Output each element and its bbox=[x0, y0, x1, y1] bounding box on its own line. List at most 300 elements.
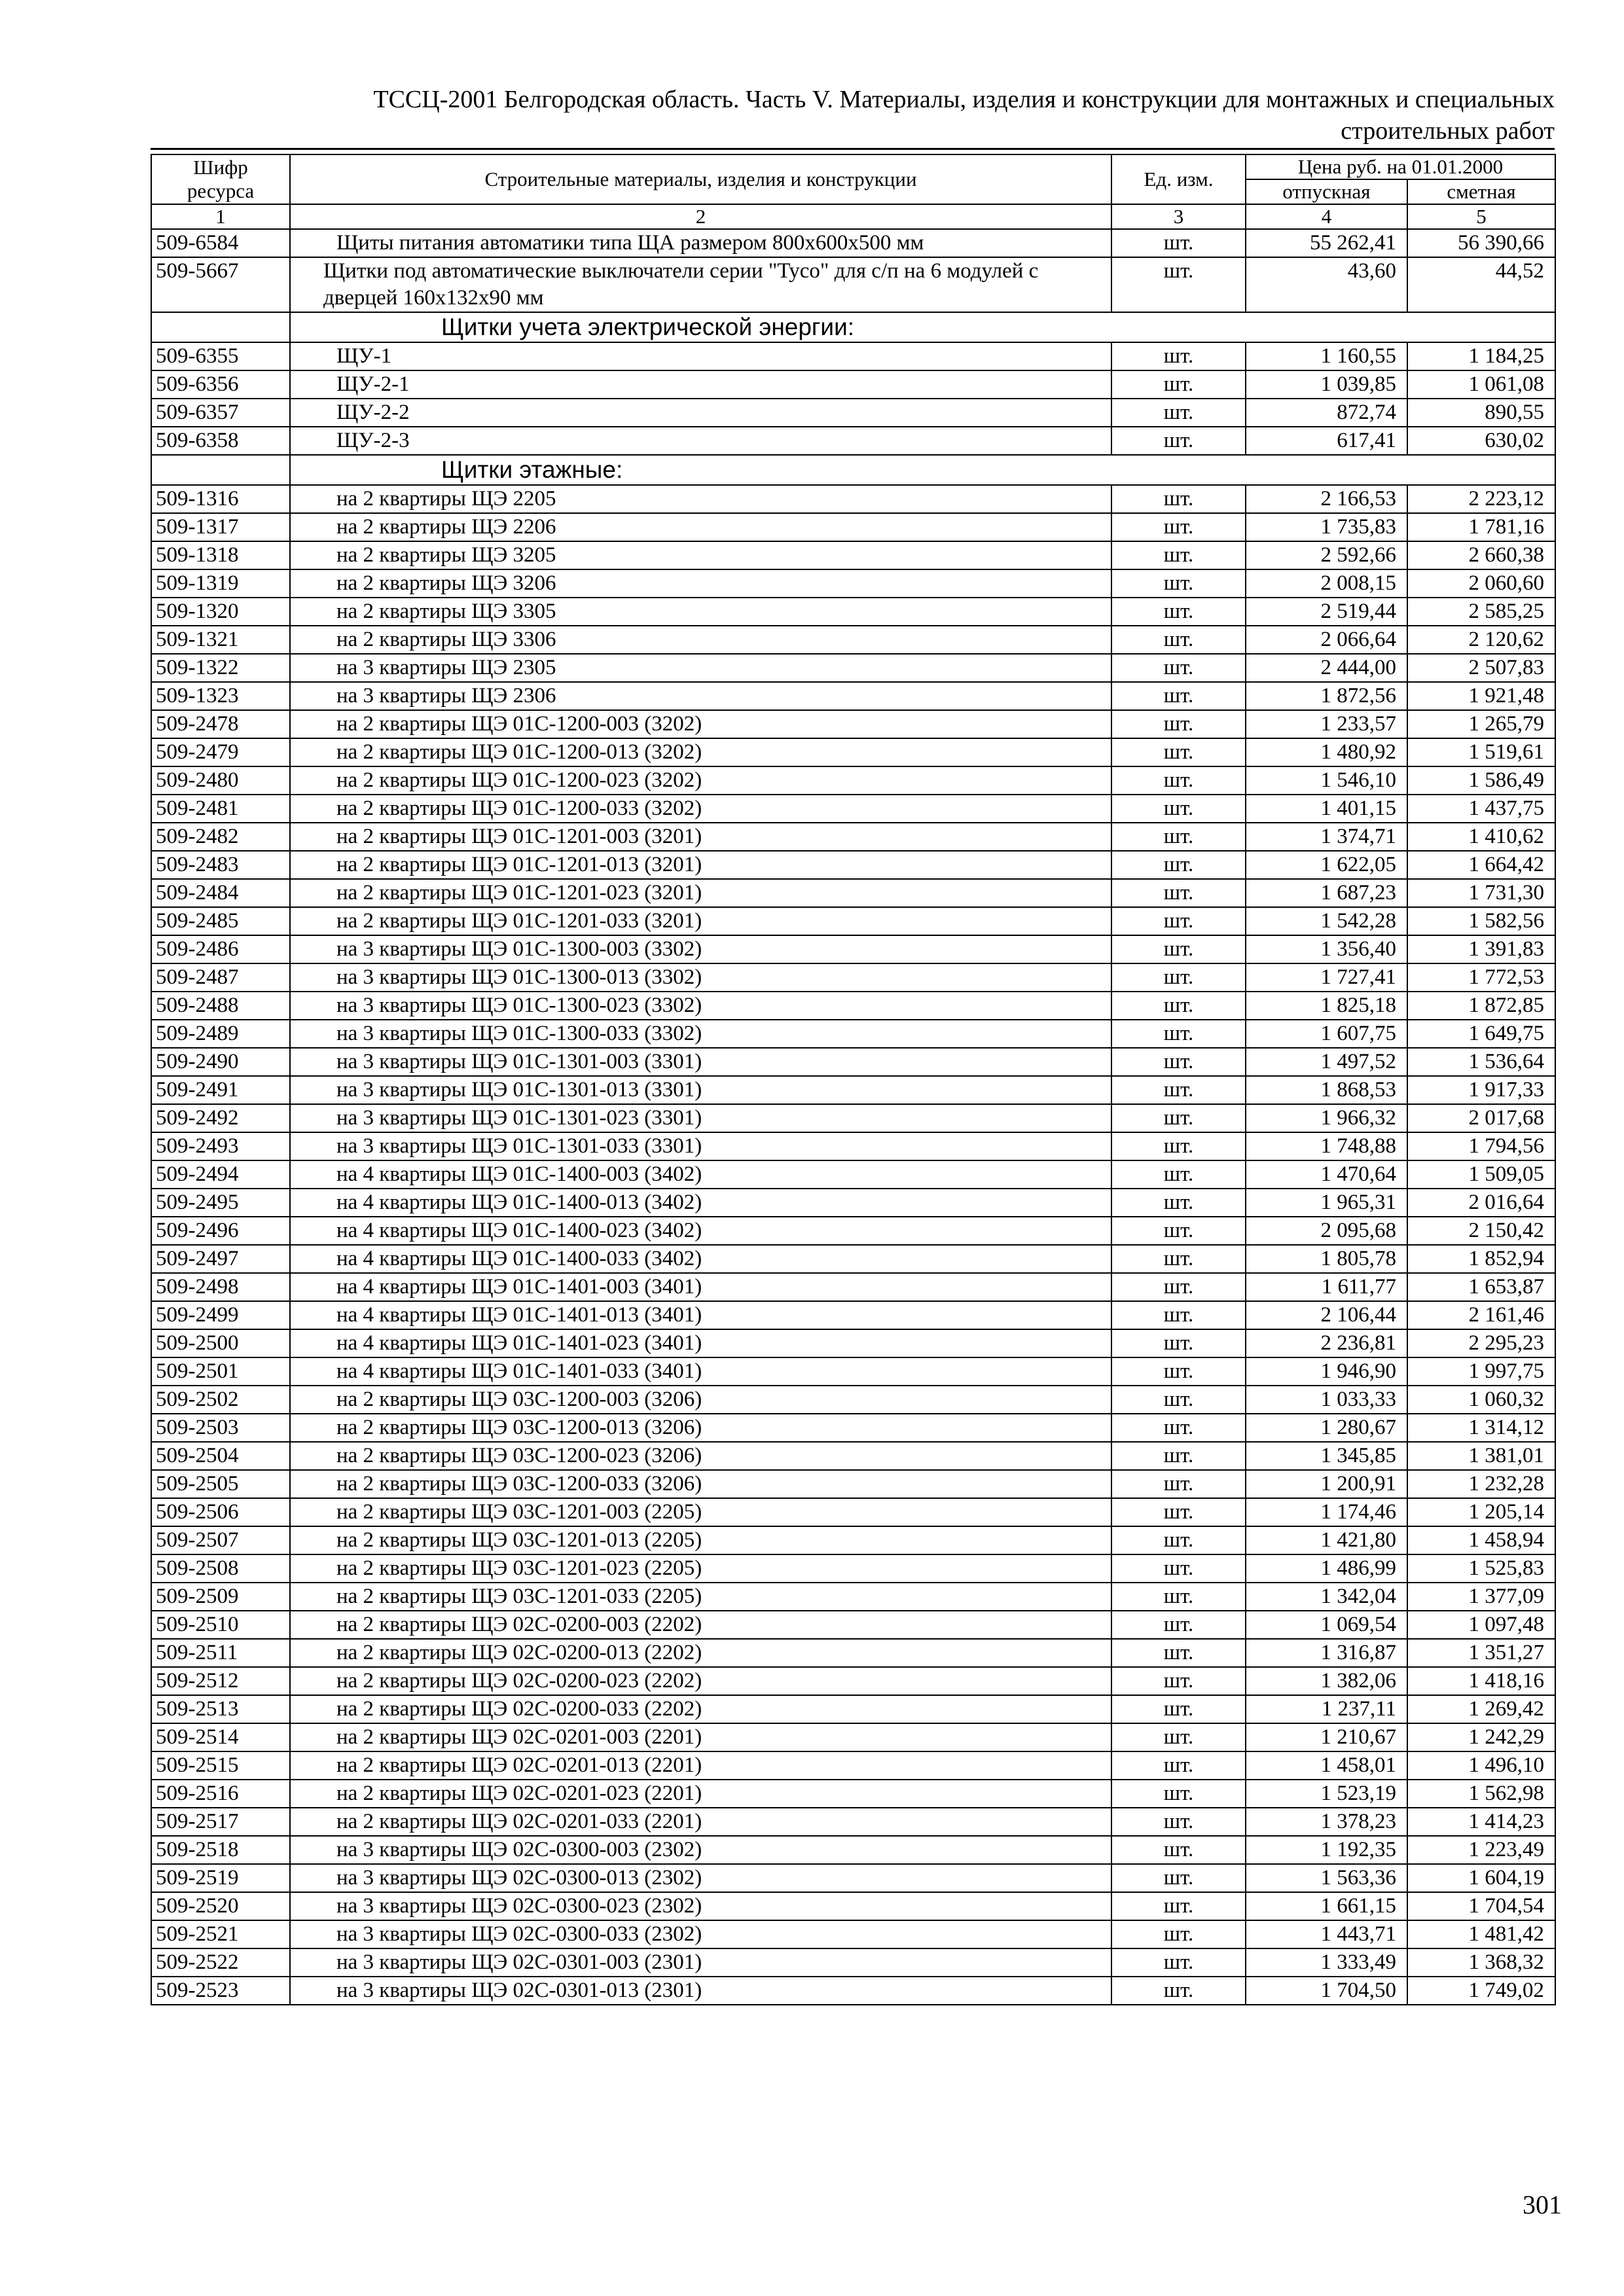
table-row bbox=[151, 992, 1555, 1020]
resource-code: 509-2479 bbox=[151, 738, 290, 766]
material-name: на 2 квартиры ЩЭ 03С-1200-033 (3206) bbox=[290, 1470, 1111, 1498]
resource-code: 509-2492 bbox=[151, 1104, 290, 1132]
estimate-price: 1 205,14 bbox=[1407, 1498, 1555, 1526]
col-header-code: Шифр ресурса bbox=[151, 154, 290, 204]
unit: шт. bbox=[1111, 1076, 1246, 1104]
estimate-price: 1 351,27 bbox=[1407, 1639, 1555, 1667]
table-row bbox=[151, 513, 1555, 541]
release-price: 1 805,78 bbox=[1246, 1245, 1407, 1273]
release-price: 1 237,11 bbox=[1246, 1695, 1407, 1723]
estimate-price: 1 562,98 bbox=[1407, 1780, 1555, 1808]
material-name: на 3 квартиры ЩЭ 02С-0301-003 (2301) bbox=[290, 1948, 1111, 1977]
resource-code: 509-1321 bbox=[151, 626, 290, 654]
unit: шт. bbox=[1111, 1554, 1246, 1583]
release-price: 2 008,15 bbox=[1246, 569, 1407, 598]
table-row bbox=[151, 1329, 1555, 1357]
table-row bbox=[151, 1245, 1555, 1273]
material-name: ЩУ-2-2 bbox=[290, 399, 1111, 427]
estimate-price: 1 410,62 bbox=[1407, 823, 1555, 851]
unit: шт. bbox=[1111, 1048, 1246, 1076]
unit: шт. bbox=[1111, 1132, 1246, 1160]
material-name: на 2 квартиры ЩЭ 01С-1200-023 (3202) bbox=[290, 766, 1111, 795]
table-row bbox=[151, 1780, 1555, 1808]
material-name: на 2 квартиры ЩЭ 3205 bbox=[290, 541, 1111, 569]
table-row bbox=[151, 1048, 1555, 1076]
unit: шт. bbox=[1111, 1245, 1246, 1273]
material-name: ЩУ-2-1 bbox=[290, 370, 1111, 399]
release-price: 1 192,35 bbox=[1246, 1836, 1407, 1864]
resource-code: 509-2491 bbox=[151, 1076, 290, 1104]
resource-code: 509-2504 bbox=[151, 1442, 290, 1470]
unit: шт. bbox=[1111, 1611, 1246, 1639]
col-header-price: Цена руб. на 01.01.2000 bbox=[1246, 154, 1555, 179]
material-name: на 2 квартиры ЩЭ 01С-1200-013 (3202) bbox=[290, 738, 1111, 766]
unit: шт. bbox=[1111, 1189, 1246, 1217]
unit: шт. bbox=[1111, 1695, 1246, 1723]
table-row bbox=[151, 1189, 1555, 1217]
resource-code: 509-2485 bbox=[151, 907, 290, 935]
col-header-estimate-price: сметная bbox=[1407, 179, 1555, 204]
release-price: 1 345,85 bbox=[1246, 1442, 1407, 1470]
unit: шт. bbox=[1111, 1386, 1246, 1414]
estimate-price: 1 649,75 bbox=[1407, 1020, 1555, 1048]
release-price: 1 280,67 bbox=[1246, 1414, 1407, 1442]
material-name: на 2 квартиры ЩЭ 02С-0200-033 (2202) bbox=[290, 1695, 1111, 1723]
unit: шт. bbox=[1111, 1667, 1246, 1695]
unit: шт. bbox=[1111, 1948, 1246, 1977]
resource-code: 509-2521 bbox=[151, 1920, 290, 1948]
release-price: 1 704,50 bbox=[1246, 1977, 1407, 2005]
resource-code: 509-2490 bbox=[151, 1048, 290, 1076]
estimate-price: 2 120,62 bbox=[1407, 626, 1555, 654]
table-row bbox=[151, 1386, 1555, 1414]
col-header-name: Строительные материалы, изделия и конструкции bbox=[290, 154, 1111, 204]
table-body bbox=[151, 229, 1555, 2005]
resource-code: 509-2495 bbox=[151, 1189, 290, 1217]
material-name: на 3 квартиры ЩЭ 01С-1300-023 (3302) bbox=[290, 992, 1111, 1020]
material-name: на 2 квартиры ЩЭ 3305 bbox=[290, 598, 1111, 626]
material-name: на 3 квартиры ЩЭ 01С-1300-013 (3302) bbox=[290, 963, 1111, 992]
estimate-price: 1 653,87 bbox=[1407, 1273, 1555, 1301]
table-row bbox=[151, 1273, 1555, 1301]
table-row bbox=[151, 1414, 1555, 1442]
resource-code: 509-2501 bbox=[151, 1357, 290, 1386]
price-table bbox=[151, 154, 1556, 2005]
estimate-price: 1 519,61 bbox=[1407, 738, 1555, 766]
resource-code: 509-2511 bbox=[151, 1639, 290, 1667]
release-price: 1 174,46 bbox=[1246, 1498, 1407, 1526]
table-row bbox=[151, 963, 1555, 992]
material-name: Щитки под автоматические выключатели серии "Tyco" для с/п на 6 модулей с дверцей 160х132х90 мм bbox=[290, 257, 1111, 312]
resource-code: 509-2483 bbox=[151, 851, 290, 879]
table-row bbox=[151, 485, 1555, 513]
resource-code: 509-2494 bbox=[151, 1160, 290, 1189]
material-name: на 3 квартиры ЩЭ 01С-1300-033 (3302) bbox=[290, 1020, 1111, 1048]
resource-code: 509-2509 bbox=[151, 1583, 290, 1611]
material-name: на 2 квартиры ЩЭ 03С-1201-003 (2205) bbox=[290, 1498, 1111, 1526]
estimate-price: 1 381,01 bbox=[1407, 1442, 1555, 1470]
table-row bbox=[151, 935, 1555, 963]
table-row bbox=[151, 1751, 1555, 1780]
release-price: 2 592,66 bbox=[1246, 541, 1407, 569]
table-row bbox=[151, 1526, 1555, 1554]
section-title: Щитки учета электрической энергии: bbox=[290, 312, 1555, 342]
release-price: 1 735,83 bbox=[1246, 513, 1407, 541]
resource-code: 509-2487 bbox=[151, 963, 290, 992]
unit: шт. bbox=[1111, 1526, 1246, 1554]
estimate-price: 1 496,10 bbox=[1407, 1751, 1555, 1780]
release-price: 1 443,71 bbox=[1246, 1920, 1407, 1948]
release-price: 2 106,44 bbox=[1246, 1301, 1407, 1329]
table-row bbox=[151, 795, 1555, 823]
table-row bbox=[151, 879, 1555, 907]
unit: шт. bbox=[1111, 257, 1246, 312]
material-name: на 2 квартиры ЩЭ 02С-0201-013 (2201) bbox=[290, 1751, 1111, 1780]
estimate-price: 1 509,05 bbox=[1407, 1160, 1555, 1189]
unit: шт. bbox=[1111, 1104, 1246, 1132]
release-price: 1 069,54 bbox=[1246, 1611, 1407, 1639]
col-number-5: 5 bbox=[1407, 204, 1555, 229]
release-price: 1 542,28 bbox=[1246, 907, 1407, 935]
resource-code: 509-6584 bbox=[151, 229, 290, 257]
estimate-price: 1 917,33 bbox=[1407, 1076, 1555, 1104]
resource-code: 509-2481 bbox=[151, 795, 290, 823]
material-name: на 4 квартиры ЩЭ 01С-1400-013 (3402) bbox=[290, 1189, 1111, 1217]
table-row bbox=[151, 1808, 1555, 1836]
table-row bbox=[151, 1948, 1555, 1977]
estimate-price: 1 781,16 bbox=[1407, 513, 1555, 541]
unit: шт. bbox=[1111, 963, 1246, 992]
estimate-price: 1 265,79 bbox=[1407, 710, 1555, 738]
unit: шт. bbox=[1111, 626, 1246, 654]
material-name: на 4 квартиры ЩЭ 01С-1401-023 (3401) bbox=[290, 1329, 1111, 1357]
resource-code: 509-2499 bbox=[151, 1301, 290, 1329]
unit: шт. bbox=[1111, 1160, 1246, 1189]
unit: шт. bbox=[1111, 485, 1246, 513]
estimate-price: 1 852,94 bbox=[1407, 1245, 1555, 1273]
resource-code: 509-2505 bbox=[151, 1470, 290, 1498]
resource-code: 509-1319 bbox=[151, 569, 290, 598]
material-name: на 2 квартиры ЩЭ 01С-1200-003 (3202) bbox=[290, 710, 1111, 738]
release-price: 1 039,85 bbox=[1246, 370, 1407, 399]
table-row bbox=[151, 1554, 1555, 1583]
material-name: на 3 квартиры ЩЭ 02С-0300-033 (2302) bbox=[290, 1920, 1111, 1948]
material-name: на 2 квартиры ЩЭ 03С-1201-033 (2205) bbox=[290, 1583, 1111, 1611]
material-name: на 2 квартиры ЩЭ 2205 bbox=[290, 485, 1111, 513]
estimate-price: 1 481,42 bbox=[1407, 1920, 1555, 1948]
table-row bbox=[151, 1217, 1555, 1245]
material-name: на 2 квартиры ЩЭ 02С-0200-023 (2202) bbox=[290, 1667, 1111, 1695]
estimate-price: 1 749,02 bbox=[1407, 1977, 1555, 2005]
unit: шт. bbox=[1111, 229, 1246, 257]
material-name: ЩУ-2-3 bbox=[290, 427, 1111, 455]
section-spacer bbox=[151, 455, 290, 485]
estimate-price: 2 017,68 bbox=[1407, 1104, 1555, 1132]
resource-code: 509-2513 bbox=[151, 1695, 290, 1723]
resource-code: 509-6355 bbox=[151, 342, 290, 370]
estimate-price: 56 390,66 bbox=[1407, 229, 1555, 257]
table-row bbox=[151, 823, 1555, 851]
estimate-price: 1 418,16 bbox=[1407, 1667, 1555, 1695]
section-row bbox=[151, 455, 1555, 485]
unit: шт. bbox=[1111, 1217, 1246, 1245]
resource-code: 509-1323 bbox=[151, 682, 290, 710]
table-row bbox=[151, 427, 1555, 455]
unit: шт. bbox=[1111, 766, 1246, 795]
release-price: 1 401,15 bbox=[1246, 795, 1407, 823]
table-row bbox=[151, 370, 1555, 399]
unit: шт. bbox=[1111, 795, 1246, 823]
resource-code: 509-2480 bbox=[151, 766, 290, 795]
material-name: на 3 квартиры ЩЭ 02С-0300-013 (2302) bbox=[290, 1864, 1111, 1892]
material-name: на 2 квартиры ЩЭ 01С-1201-003 (3201) bbox=[290, 823, 1111, 851]
material-name: на 4 квартиры ЩЭ 01С-1401-003 (3401) bbox=[290, 1273, 1111, 1301]
table-row bbox=[151, 738, 1555, 766]
header-title-line1: ТССЦ-2001 Белгородская область. Часть V. Материалы, изделия и конструкции для монтажных и специальных bbox=[373, 86, 1555, 113]
release-price: 872,74 bbox=[1246, 399, 1407, 427]
table-row bbox=[151, 907, 1555, 935]
release-price: 1 825,18 bbox=[1246, 992, 1407, 1020]
unit: шт. bbox=[1111, 823, 1246, 851]
estimate-price: 1 242,29 bbox=[1407, 1723, 1555, 1751]
release-price: 1 523,19 bbox=[1246, 1780, 1407, 1808]
material-name: на 4 квартиры ЩЭ 01С-1400-003 (3402) bbox=[290, 1160, 1111, 1189]
unit: шт. bbox=[1111, 710, 1246, 738]
unit: шт. bbox=[1111, 1470, 1246, 1498]
resource-code: 509-2507 bbox=[151, 1526, 290, 1554]
section-row bbox=[151, 312, 1555, 342]
material-name: на 2 квартиры ЩЭ 01С-1201-023 (3201) bbox=[290, 879, 1111, 907]
unit: шт. bbox=[1111, 541, 1246, 569]
estimate-price: 1 391,83 bbox=[1407, 935, 1555, 963]
unit: шт. bbox=[1111, 654, 1246, 682]
release-price: 1 160,55 bbox=[1246, 342, 1407, 370]
material-name: на 2 квартиры ЩЭ 3306 bbox=[290, 626, 1111, 654]
material-name: на 3 квартиры ЩЭ 01С-1300-003 (3302) bbox=[290, 935, 1111, 963]
estimate-price: 44,52 bbox=[1407, 257, 1555, 312]
release-price: 1 965,31 bbox=[1246, 1189, 1407, 1217]
resource-code: 509-2516 bbox=[151, 1780, 290, 1808]
material-name: на 2 квартиры ЩЭ 03С-1201-013 (2205) bbox=[290, 1526, 1111, 1554]
estimate-price: 630,02 bbox=[1407, 427, 1555, 455]
material-name: на 3 квартиры ЩЭ 01С-1301-023 (3301) bbox=[290, 1104, 1111, 1132]
table-row bbox=[151, 1695, 1555, 1723]
table-row bbox=[151, 399, 1555, 427]
material-name: на 2 квартиры ЩЭ 03С-1200-013 (3206) bbox=[290, 1414, 1111, 1442]
unit: шт. bbox=[1111, 1723, 1246, 1751]
unit: шт. bbox=[1111, 1583, 1246, 1611]
table-row bbox=[151, 1442, 1555, 1470]
release-price: 2 444,00 bbox=[1246, 654, 1407, 682]
release-price: 1 727,41 bbox=[1246, 963, 1407, 992]
table-row bbox=[151, 654, 1555, 682]
estimate-price: 1 604,19 bbox=[1407, 1864, 1555, 1892]
release-price: 1 421,80 bbox=[1246, 1526, 1407, 1554]
estimate-price: 2 585,25 bbox=[1407, 598, 1555, 626]
resource-code: 509-2482 bbox=[151, 823, 290, 851]
material-name: на 3 квартиры ЩЭ 01С-1301-033 (3301) bbox=[290, 1132, 1111, 1160]
release-price: 1 233,57 bbox=[1246, 710, 1407, 738]
estimate-price: 2 507,83 bbox=[1407, 654, 1555, 682]
unit: шт. bbox=[1111, 1864, 1246, 1892]
material-name: на 2 квартиры ЩЭ 02С-0201-003 (2201) bbox=[290, 1723, 1111, 1751]
release-price: 1 382,06 bbox=[1246, 1667, 1407, 1695]
table-row bbox=[151, 766, 1555, 795]
estimate-price: 1 586,49 bbox=[1407, 766, 1555, 795]
table-row bbox=[151, 257, 1555, 312]
table-row bbox=[151, 682, 1555, 710]
estimate-price: 1 097,48 bbox=[1407, 1611, 1555, 1639]
unit: шт. bbox=[1111, 879, 1246, 907]
release-price: 617,41 bbox=[1246, 427, 1407, 455]
section-title: Щитки этажные: bbox=[290, 455, 1555, 485]
resource-code: 509-2496 bbox=[151, 1217, 290, 1245]
table-row bbox=[151, 1667, 1555, 1695]
release-price: 1 210,67 bbox=[1246, 1723, 1407, 1751]
material-name: на 2 квартиры ЩЭ 02С-0200-013 (2202) bbox=[290, 1639, 1111, 1667]
resource-code: 509-2484 bbox=[151, 879, 290, 907]
resource-code: 509-2517 bbox=[151, 1808, 290, 1836]
unit: шт. bbox=[1111, 682, 1246, 710]
material-name: на 2 квартиры ЩЭ 02С-0201-023 (2201) bbox=[290, 1780, 1111, 1808]
release-price: 43,60 bbox=[1246, 257, 1407, 312]
page-header bbox=[151, 84, 1555, 150]
resource-code: 509-2506 bbox=[151, 1498, 290, 1526]
material-name: на 2 квартиры ЩЭ 01С-1200-033 (3202) bbox=[290, 795, 1111, 823]
unit: шт. bbox=[1111, 738, 1246, 766]
resource-code: 509-2523 bbox=[151, 1977, 290, 2005]
material-name: на 2 квартиры ЩЭ 03С-1200-003 (3206) bbox=[290, 1386, 1111, 1414]
unit: шт. bbox=[1111, 907, 1246, 935]
resource-code: 509-1318 bbox=[151, 541, 290, 569]
resource-code: 509-6357 bbox=[151, 399, 290, 427]
resource-code: 509-2486 bbox=[151, 935, 290, 963]
release-price: 1 872,56 bbox=[1246, 682, 1407, 710]
unit: шт. bbox=[1111, 1751, 1246, 1780]
table-row bbox=[151, 1639, 1555, 1667]
material-name: на 3 квартиры ЩЭ 02С-0301-013 (2301) bbox=[290, 1977, 1111, 2005]
unit: шт. bbox=[1111, 1329, 1246, 1357]
release-price: 2 236,81 bbox=[1246, 1329, 1407, 1357]
estimate-price: 1 731,30 bbox=[1407, 879, 1555, 907]
unit: шт. bbox=[1111, 399, 1246, 427]
unit: шт. bbox=[1111, 1301, 1246, 1329]
estimate-price: 2 660,38 bbox=[1407, 541, 1555, 569]
unit: шт. bbox=[1111, 1920, 1246, 1948]
resource-code: 509-2514 bbox=[151, 1723, 290, 1751]
release-price: 1 458,01 bbox=[1246, 1751, 1407, 1780]
release-price: 2 095,68 bbox=[1246, 1217, 1407, 1245]
release-price: 1 480,92 bbox=[1246, 738, 1407, 766]
material-name: на 4 квартиры ЩЭ 01С-1400-033 (3402) bbox=[290, 1245, 1111, 1273]
unit: шт. bbox=[1111, 1808, 1246, 1836]
unit: шт. bbox=[1111, 598, 1246, 626]
release-price: 2 066,64 bbox=[1246, 626, 1407, 654]
estimate-price: 1 184,25 bbox=[1407, 342, 1555, 370]
release-price: 1 622,05 bbox=[1246, 851, 1407, 879]
material-name: на 3 квартиры ЩЭ 2305 bbox=[290, 654, 1111, 682]
material-name: на 2 квартиры ЩЭ 02С-0200-003 (2202) bbox=[290, 1611, 1111, 1639]
estimate-price: 2 060,60 bbox=[1407, 569, 1555, 598]
table-row bbox=[151, 1920, 1555, 1948]
release-price: 1 546,10 bbox=[1246, 766, 1407, 795]
release-price: 1 687,23 bbox=[1246, 879, 1407, 907]
material-name: на 2 квартиры ЩЭ 3206 bbox=[290, 569, 1111, 598]
resource-code: 509-2519 bbox=[151, 1864, 290, 1892]
col-header-release-price: отпускная bbox=[1246, 179, 1407, 204]
unit: шт. bbox=[1111, 1442, 1246, 1470]
estimate-price: 1 458,94 bbox=[1407, 1526, 1555, 1554]
estimate-price: 1 772,53 bbox=[1407, 963, 1555, 992]
unit: шт. bbox=[1111, 1639, 1246, 1667]
table-row bbox=[151, 626, 1555, 654]
release-price: 2 519,44 bbox=[1246, 598, 1407, 626]
table-row bbox=[151, 1160, 1555, 1189]
release-price: 1 470,64 bbox=[1246, 1160, 1407, 1189]
release-price: 1 378,23 bbox=[1246, 1808, 1407, 1836]
material-name: на 3 квартиры ЩЭ 02С-0300-003 (2302) bbox=[290, 1836, 1111, 1864]
material-name: на 4 квартиры ЩЭ 01С-1401-013 (3401) bbox=[290, 1301, 1111, 1329]
unit: шт. bbox=[1111, 1414, 1246, 1442]
unit: шт. bbox=[1111, 1357, 1246, 1386]
material-name: ЩУ-1 bbox=[290, 342, 1111, 370]
material-name: на 4 квартиры ЩЭ 01С-1400-023 (3402) bbox=[290, 1217, 1111, 1245]
table-row bbox=[151, 1104, 1555, 1132]
resource-code: 509-1322 bbox=[151, 654, 290, 682]
estimate-price: 1 232,28 bbox=[1407, 1470, 1555, 1498]
table-row bbox=[151, 851, 1555, 879]
material-name: на 2 квартиры ЩЭ 01С-1201-033 (3201) bbox=[290, 907, 1111, 935]
resource-code: 509-2510 bbox=[151, 1611, 290, 1639]
estimate-price: 1 061,08 bbox=[1407, 370, 1555, 399]
estimate-price: 1 872,85 bbox=[1407, 992, 1555, 1020]
resource-code: 509-1317 bbox=[151, 513, 290, 541]
resource-code: 509-2512 bbox=[151, 1667, 290, 1695]
release-price: 1 748,88 bbox=[1246, 1132, 1407, 1160]
material-name: Щиты питания автоматики типа ЩА размером 800х600х500 мм bbox=[290, 229, 1111, 257]
table-row bbox=[151, 569, 1555, 598]
material-name: на 4 квартиры ЩЭ 01С-1401-033 (3401) bbox=[290, 1357, 1111, 1386]
table-row bbox=[151, 1357, 1555, 1386]
estimate-price: 1 223,49 bbox=[1407, 1836, 1555, 1864]
resource-code: 509-2488 bbox=[151, 992, 290, 1020]
table-row bbox=[151, 1977, 1555, 2005]
table-row bbox=[151, 1076, 1555, 1104]
release-price: 2 166,53 bbox=[1246, 485, 1407, 513]
unit: шт. bbox=[1111, 427, 1246, 455]
estimate-price: 1 368,32 bbox=[1407, 1948, 1555, 1977]
table-row bbox=[151, 1583, 1555, 1611]
estimate-price: 1 414,23 bbox=[1407, 1808, 1555, 1836]
material-name: на 2 квартиры ЩЭ 02С-0201-033 (2201) bbox=[290, 1808, 1111, 1836]
resource-code: 509-2518 bbox=[151, 1836, 290, 1864]
estimate-price: 1 582,56 bbox=[1407, 907, 1555, 935]
estimate-price: 1 377,09 bbox=[1407, 1583, 1555, 1611]
estimate-price: 2 016,64 bbox=[1407, 1189, 1555, 1217]
release-price: 1 563,36 bbox=[1246, 1864, 1407, 1892]
col-header-unit: Ед. изм. bbox=[1111, 154, 1246, 204]
col-number-3: 3 bbox=[1111, 204, 1246, 229]
unit: шт. bbox=[1111, 851, 1246, 879]
material-name: на 2 квартиры ЩЭ 03С-1201-023 (2205) bbox=[290, 1554, 1111, 1583]
release-price: 1 661,15 bbox=[1246, 1892, 1407, 1920]
resource-code: 509-2498 bbox=[151, 1273, 290, 1301]
estimate-price: 1 794,56 bbox=[1407, 1132, 1555, 1160]
release-price: 1 200,91 bbox=[1246, 1470, 1407, 1498]
col-number-1: 1 bbox=[151, 204, 290, 229]
col-number-2: 2 bbox=[290, 204, 1111, 229]
section-spacer bbox=[151, 312, 290, 342]
